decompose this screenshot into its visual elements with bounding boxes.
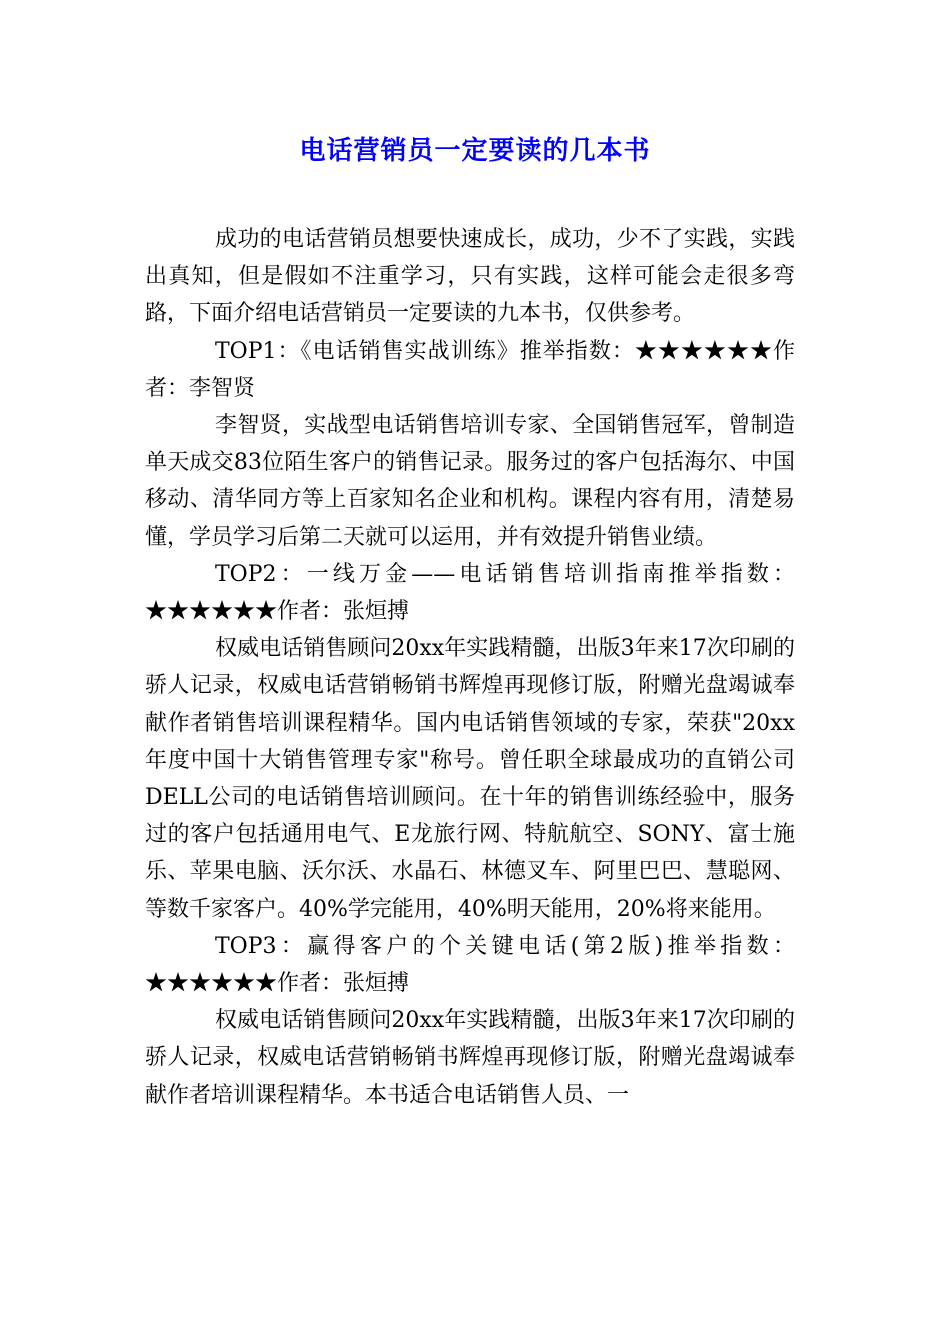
document-title: 电话营销员一定要读的几本书 (299, 136, 651, 166)
intro-paragraph: 成功的电话营销员想要快速成长，成功，少不了实践，实践出真知，但是假如不注重学习，只有实践，这样可能会走很多弯路，下面介绍电话营销员一定要读的九本书，仅供参考。 (145, 227, 795, 327)
top3-heading: TOP3：赢得客户的个关键电话(第2版)推举指数：★★★★★★作者：张烜搏 (145, 933, 795, 997)
top1-description: 李智贤，实战型电话销售培训专家、全国销售冠军，曾制造单天成交83位陌生客户的销售记录。服务过的客户包括海尔、中国移动、清华同方等上百家知名企业和机构。课程内容有用，清楚易懂，学员学习后第二天就可以运用，并有效提升销售业绩。 (145, 413, 795, 550)
document-body (145, 221, 795, 1114)
top3-description: 权威电话销售顾问20xx年实践精髓，出版3年来17次印刷的骄人记录，权威电话营销畅销书辉煌再现修订版，附赠光盘竭诚奉献作者培训课程精华。本书适合电话销售人员、一 (145, 1008, 795, 1108)
top1-heading: TOP1：《电话销售实战训练》推举指数：★★★★★★作者：李智贤 (145, 338, 795, 401)
top2-description: 权威电话销售顾问20xx年实践精髓，出版3年来17次印刷的骄人记录，权威电话营销畅销书辉煌再现修订版，附赠光盘竭诚奉献作者销售培训课程精华。国内电话销售领域的专家，荣获"20xx年度中国十大销售管理专家"称号。曾任职全球最成功的直销公司DELL公司的电话销售培训顾问。在十年的销售训练经验中，服务过的客户包括通用电气、E龙旅行网、特航航空、SONY、富士施乐、苹果电脑、沃尔沃、水晶石、林德叉车、阿里巴巴、慧聪网、等数千家客户。40%学完能用，40%明天能用，20%将来能用。 (145, 636, 795, 922)
top2-heading: TOP2：一线万金——电话销售培训指南推举指数：★★★★★★作者：张烜搏 (145, 561, 795, 625)
